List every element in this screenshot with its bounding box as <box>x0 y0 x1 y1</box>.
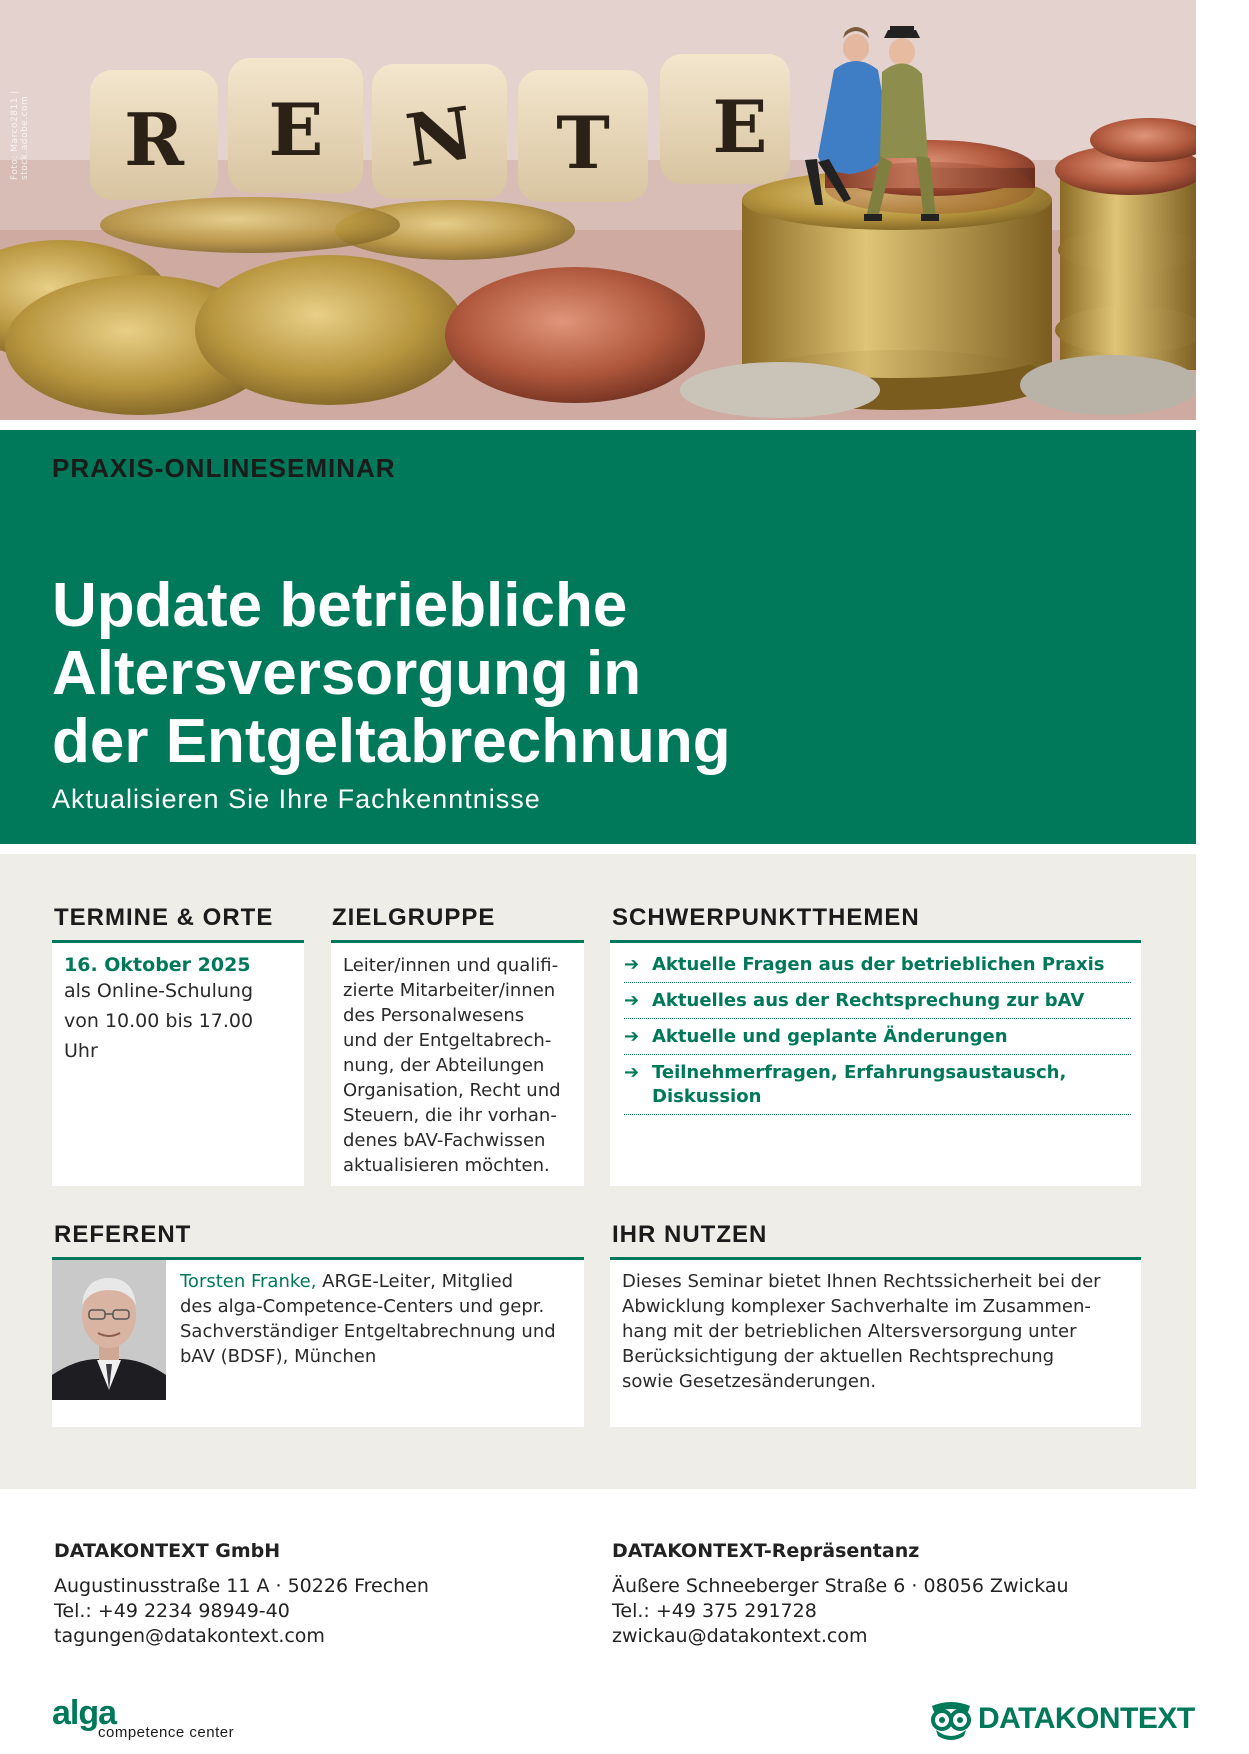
text-line: zierte Mitarbeiter/innen <box>343 980 556 1001</box>
content-area <box>0 854 1196 1489</box>
seminar-type: PRAXIS-ONLINESEMINAR <box>52 453 396 483</box>
dice-letter: T <box>556 100 610 185</box>
page-title <box>52 572 1052 776</box>
dice-group <box>90 54 790 202</box>
event-format: als Online-Schulung <box>64 980 254 1002</box>
phone: Tel.: +49 375 291728 <box>612 1600 817 1622</box>
contact-block-frechen <box>54 1540 429 1649</box>
dice-letter: R <box>124 97 184 182</box>
zielgruppe-text <box>343 953 572 1178</box>
contact-block-zwickau <box>612 1540 1069 1649</box>
section-title-referent: REFERENT <box>54 1221 192 1248</box>
speaker-name: Torsten Franke, <box>180 1271 317 1292</box>
dice-letter: E <box>712 84 768 169</box>
referent-card <box>52 1257 584 1427</box>
schwerpunkte-card <box>610 940 1141 1186</box>
event-date: 16. Oktober 2025 <box>64 954 251 976</box>
section-title-schwerpunkte: SCHWERPUNKTTHEMEN <box>612 904 920 931</box>
topics-list <box>624 947 1141 1115</box>
phone: Tel.: +49 2234 98949-40 <box>54 1600 290 1622</box>
text-line: des Personalwesens <box>343 1005 525 1026</box>
hero-photo <box>0 0 1196 420</box>
speaker-portrait <box>52 1260 166 1400</box>
zielgruppe-card <box>331 940 584 1186</box>
nutzen-card <box>610 1257 1141 1427</box>
text-line: Berücksichtigung der aktuellen Rechtsprechung <box>622 1346 1055 1367</box>
text-line: nung, der Abteilungen <box>343 1055 545 1076</box>
speaker-photo-icon <box>52 1260 166 1400</box>
text-line: des alga-Competence-Centers und gepr. <box>180 1296 545 1317</box>
datakontext-logo <box>928 1700 1198 1742</box>
text-line: Leiter/innen und qualifi- <box>343 955 559 976</box>
nutzen-text <box>622 1269 1129 1394</box>
section-title-termine: TERMINE & ORTE <box>54 904 274 931</box>
text-line: Organisation, Recht und <box>343 1080 561 1101</box>
text-line: Dieses Seminar bietet Ihnen Rechtssicherheit bei der <box>622 1271 1101 1292</box>
termine-card <box>52 940 304 1186</box>
alga-logo-word: alga <box>52 1694 117 1732</box>
arrow-right-icon: ➔ <box>624 990 640 1011</box>
text-line: sowie Gesetzesänderungen. <box>622 1371 877 1392</box>
company-name: DATAKONTEXT GmbH <box>54 1540 281 1562</box>
alga-logo <box>52 1694 272 1742</box>
photo-credit: Foto: Marco2811 | stock.adobe.com <box>10 90 30 180</box>
address: Äußere Schneeberger Straße 6 · 08056 Zwickau <box>612 1575 1069 1597</box>
text-line: bAV (BDSF), München <box>180 1346 377 1367</box>
owl-icon <box>928 1700 974 1740</box>
topic-item: ➔ Aktuelle Fragen aus der betrieblichen Praxis <box>624 947 1131 983</box>
text-line: und der Entgeltabrech- <box>343 1030 552 1051</box>
title-line: Altersversorgung in <box>52 639 642 708</box>
text-line: hang mit der betrieblichen Altersversorgung unter <box>622 1321 1077 1342</box>
page-subtitle: Aktualisieren Sie Ihre Fachkenntnisse <box>52 784 541 814</box>
arrow-right-icon: ➔ <box>624 1062 640 1083</box>
arrow-right-icon: ➔ <box>624 954 640 975</box>
topic-item: ➔ Aktuelles aus der Rechtsprechung zur bAV <box>624 983 1131 1019</box>
referent-text <box>180 1269 580 1369</box>
datakontext-logo-word: DATAKONTEXT <box>978 1702 1195 1735</box>
title-line: der Entgeltabrechnung <box>52 707 731 776</box>
company-name: DATAKONTEXT-Repräsentanz <box>612 1540 920 1562</box>
arrow-right-icon: ➔ <box>624 1026 640 1047</box>
email-link[interactable]: tagungen@datakontext.com <box>54 1625 325 1647</box>
topic-item: ➔ Teilnehmerfragen, Erfahrungsaustausch, Diskussion <box>624 1055 1131 1115</box>
hero-illustration <box>0 0 1196 420</box>
dice-letter: N <box>401 89 479 184</box>
section-title-zielgruppe: ZIELGRUPPE <box>332 904 496 931</box>
text-line: Abwicklung komplexer Sachverhalte im Zusammen- <box>622 1296 1091 1317</box>
address: Augustinusstraße 11 A · 50226 Frechen <box>54 1575 429 1597</box>
alga-logo-subtitle: competence center <box>98 1724 235 1741</box>
text-line: aktualisieren möchten. <box>343 1155 550 1176</box>
dice-letter: E <box>268 87 324 172</box>
text-line: denes bAV-Fachwissen <box>343 1130 546 1151</box>
text-line: Torsten Franke, ARGE-Leiter, Mitglied <box>180 1271 514 1292</box>
event-time: von 10.00 bis 17.00 Uhr <box>64 1010 254 1062</box>
topic-item: ➔ Aktuelle und geplante Änderungen <box>624 1019 1131 1055</box>
email-link[interactable]: zwickau@datakontext.com <box>612 1625 868 1647</box>
section-title-nutzen: IHR NUTZEN <box>612 1221 768 1248</box>
title-band <box>0 430 1196 844</box>
title-line: Update betriebliche <box>52 571 628 640</box>
text-line: Steuern, die ihr vorhan- <box>343 1105 557 1126</box>
text-line: Sachverständiger Entgeltabrechnung und <box>180 1321 556 1342</box>
